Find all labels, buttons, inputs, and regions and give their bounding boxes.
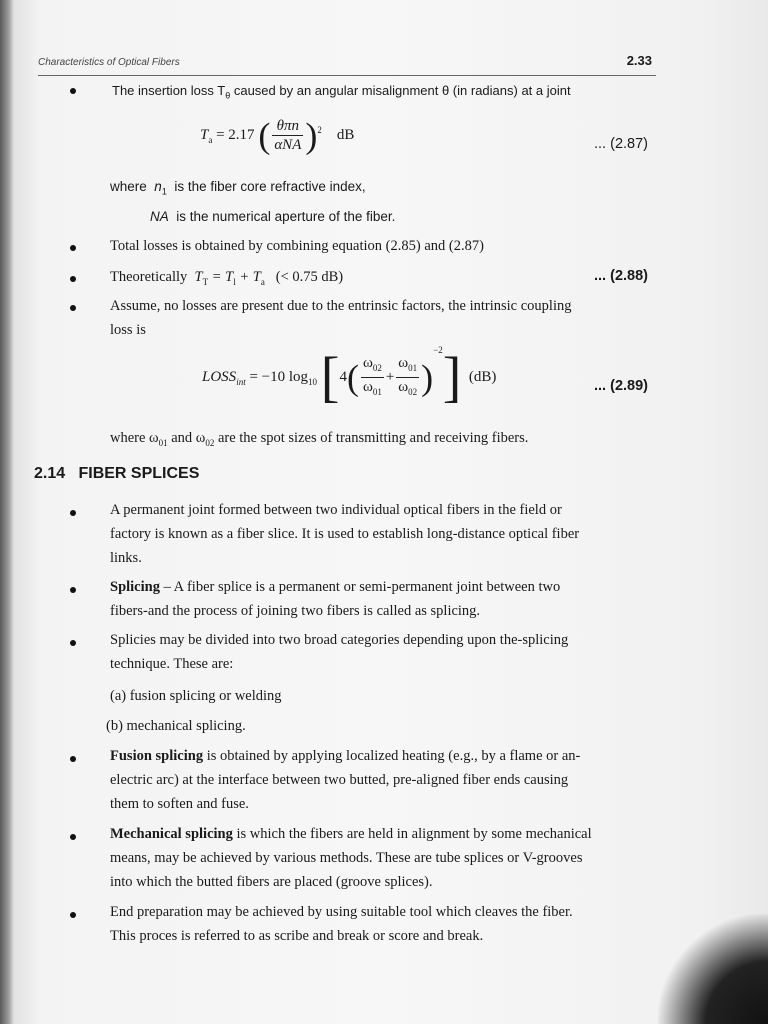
eq-rhs: = −10 log bbox=[249, 369, 309, 385]
eq-frac1-num: ω bbox=[362, 355, 373, 372]
where-core-index: where $n_1$ is the fiber core refractive index, bbox=[110, 179, 366, 197]
text-fragment: Theoretically bbox=[110, 269, 188, 285]
variable: NA bbox=[150, 209, 169, 224]
variable: + T bbox=[239, 269, 261, 285]
text-fragment: is obtained by applying localized heating (e.g., by a flame or an- bbox=[206, 748, 581, 764]
section-heading bbox=[34, 465, 199, 483]
eq-frac2-num: ω bbox=[398, 355, 409, 372]
corner-shadow bbox=[658, 914, 768, 1024]
text-fragment: – A fiber splice is a permanent or semi-permanent joint between two bbox=[163, 579, 561, 595]
where-numerical-aperture bbox=[150, 205, 395, 229]
equation-number-2-87: ... (2.87) bbox=[594, 136, 648, 152]
splice-definition-line3: links. bbox=[110, 550, 142, 566]
bullet-intrinsic-line2: loss is bbox=[110, 322, 146, 338]
mechanical-line1 bbox=[110, 822, 592, 846]
bullet-marker bbox=[70, 245, 76, 251]
end-prep-line1: End preparation may be achieved by using suitable tool which cleaves the fiber. bbox=[110, 904, 573, 920]
page-binding-shadow bbox=[0, 0, 14, 1024]
subscript: 01 bbox=[408, 363, 418, 374]
bullet-insertion-loss: The insertion loss $T_\theta$ caused by an angular misalignment θ (in radians) at a joint bbox=[112, 83, 571, 101]
subscript: 02 bbox=[408, 387, 418, 398]
fusion-line3: them to soften and fuse. bbox=[110, 796, 249, 812]
term-bold: Splicing bbox=[110, 579, 160, 595]
eq-lhs-subscript: int bbox=[236, 377, 246, 387]
log-base: 10 bbox=[308, 377, 318, 387]
eq-numerator: θπn bbox=[276, 118, 300, 134]
section-title: FIBER SPLICES bbox=[78, 465, 200, 482]
text-fragment: is the numerical aperture of the fiber. bbox=[176, 209, 396, 224]
eq-denominator: αNA bbox=[274, 137, 302, 153]
fusion-line1 bbox=[110, 744, 580, 768]
bullet-marker bbox=[70, 640, 76, 646]
bullet-marker bbox=[70, 912, 76, 918]
eq-frac1-den: ω bbox=[362, 379, 373, 396]
bullet-marker bbox=[70, 834, 76, 840]
subscript: 01 bbox=[372, 387, 382, 398]
bullet-marker bbox=[70, 88, 76, 94]
mechanical-line3: into which the butted fibers are placed (groove splices). bbox=[110, 874, 433, 890]
equation-number-2-89: ... (2.89) bbox=[594, 378, 648, 394]
splice-definition-line2: factory is known as a fiber slice. It is used to establish long-distance optical fiber bbox=[110, 526, 580, 542]
bullet-intrinsic-line1: Assume, no losses are present due to the entrinsic factors, the intrinsic coupling bbox=[110, 298, 572, 314]
bullet-marker bbox=[70, 305, 76, 311]
bullet-marker bbox=[70, 587, 76, 593]
text-fragment: where bbox=[110, 179, 147, 194]
text-fragment: (< 0.75 dB) bbox=[275, 269, 344, 285]
eq-plus: + bbox=[385, 369, 395, 385]
text-fragment: The insertion loss T bbox=[112, 83, 226, 98]
variable: T bbox=[194, 269, 203, 285]
category-a: (a) fusion splicing or welding bbox=[110, 688, 282, 704]
splicing-line2: fibers-and the process of joining two fibers is called as splicing. bbox=[110, 603, 481, 619]
subscript: 01 bbox=[158, 437, 168, 448]
splicing-line1 bbox=[110, 575, 560, 599]
eq-coefficient: = 2.17 bbox=[216, 126, 255, 143]
running-header bbox=[38, 53, 656, 76]
eq-frac2-den: ω bbox=[398, 379, 409, 396]
bullet-total-losses: Total losses is obtained by combining equation (2.85) and (2.87) bbox=[110, 238, 484, 254]
splice-definition-line1: A permanent joint formed between two individual optical fibers in the field or bbox=[110, 502, 562, 518]
eq-unit: (dB) bbox=[468, 369, 497, 385]
mechanical-line2: means, may be achieved by various methods. These are tube splices or V-grooves bbox=[110, 850, 583, 866]
equation-number-2-88: ... (2.88) bbox=[594, 268, 648, 284]
where-spot-sizes bbox=[110, 426, 528, 455]
text-fragment: where ω bbox=[110, 430, 159, 446]
categories-line1: Splicies may be divided into two broad categories depending upon the-splicing bbox=[110, 632, 569, 648]
header-chapter-title: Characteristics of Optical Fibers bbox=[38, 57, 180, 68]
eq-four: 4 bbox=[339, 369, 347, 385]
variable: n bbox=[154, 179, 162, 194]
text-fragment: caused by an angular misalignment θ (in radians) at a joint bbox=[233, 83, 571, 98]
subscript: 02 bbox=[205, 437, 215, 448]
term-bold: Fusion splicing bbox=[110, 748, 204, 764]
equation-2-89: $LOSS_{int} = -10$ $\log_{10} [4$( $\frac{\omega_{02}}{\omega_{01}}$ + $\frac{\omega_{01}}{\omega_{02}}$ )$^{-2}$] (dB) bbox=[202, 345, 497, 409]
eq-lhs: T bbox=[200, 126, 209, 143]
text-fragment: are the spot sizes of transmitting and receiving fibers. bbox=[217, 430, 529, 446]
bullet-marker bbox=[70, 756, 76, 762]
bullet-marker bbox=[70, 276, 76, 282]
fusion-line2: electric arc) at the interface between two butted, pre-aligned fiber ends causing bbox=[110, 772, 569, 788]
section-number: 2.14 bbox=[34, 465, 66, 482]
categories-line2: technique. These are: bbox=[110, 656, 234, 672]
text-fragment: is the fiber core refractive index, bbox=[174, 179, 366, 194]
text-fragment: is which the fibers are held in alignment by some mechanical bbox=[236, 826, 592, 842]
eq-unit: dB bbox=[336, 126, 355, 143]
variable: = T bbox=[211, 269, 234, 285]
text-fragment: and ω bbox=[171, 430, 206, 446]
end-prep-line2: This proces is referred to as scribe and break or score and break. bbox=[110, 928, 484, 944]
bullet-marker bbox=[70, 510, 76, 516]
category-b: (b) mechanical splicing. bbox=[106, 718, 246, 734]
eq-power: −2 bbox=[433, 345, 443, 355]
subscript: 02 bbox=[372, 363, 382, 374]
term-bold: Mechanical splicing bbox=[110, 826, 233, 842]
eq-lhs: LOSS bbox=[202, 369, 237, 385]
bullet-theoretical-total: Theoretically $T_T = T_l + T_a$ (< 0.75 dB) bbox=[110, 269, 344, 287]
page-number: 2.33 bbox=[626, 53, 652, 68]
equation-2-87: $T_a = 2.17$ ( $\frac{\text{θπn}}{\text{αNA}}$ )$^2$ dB bbox=[200, 115, 355, 156]
